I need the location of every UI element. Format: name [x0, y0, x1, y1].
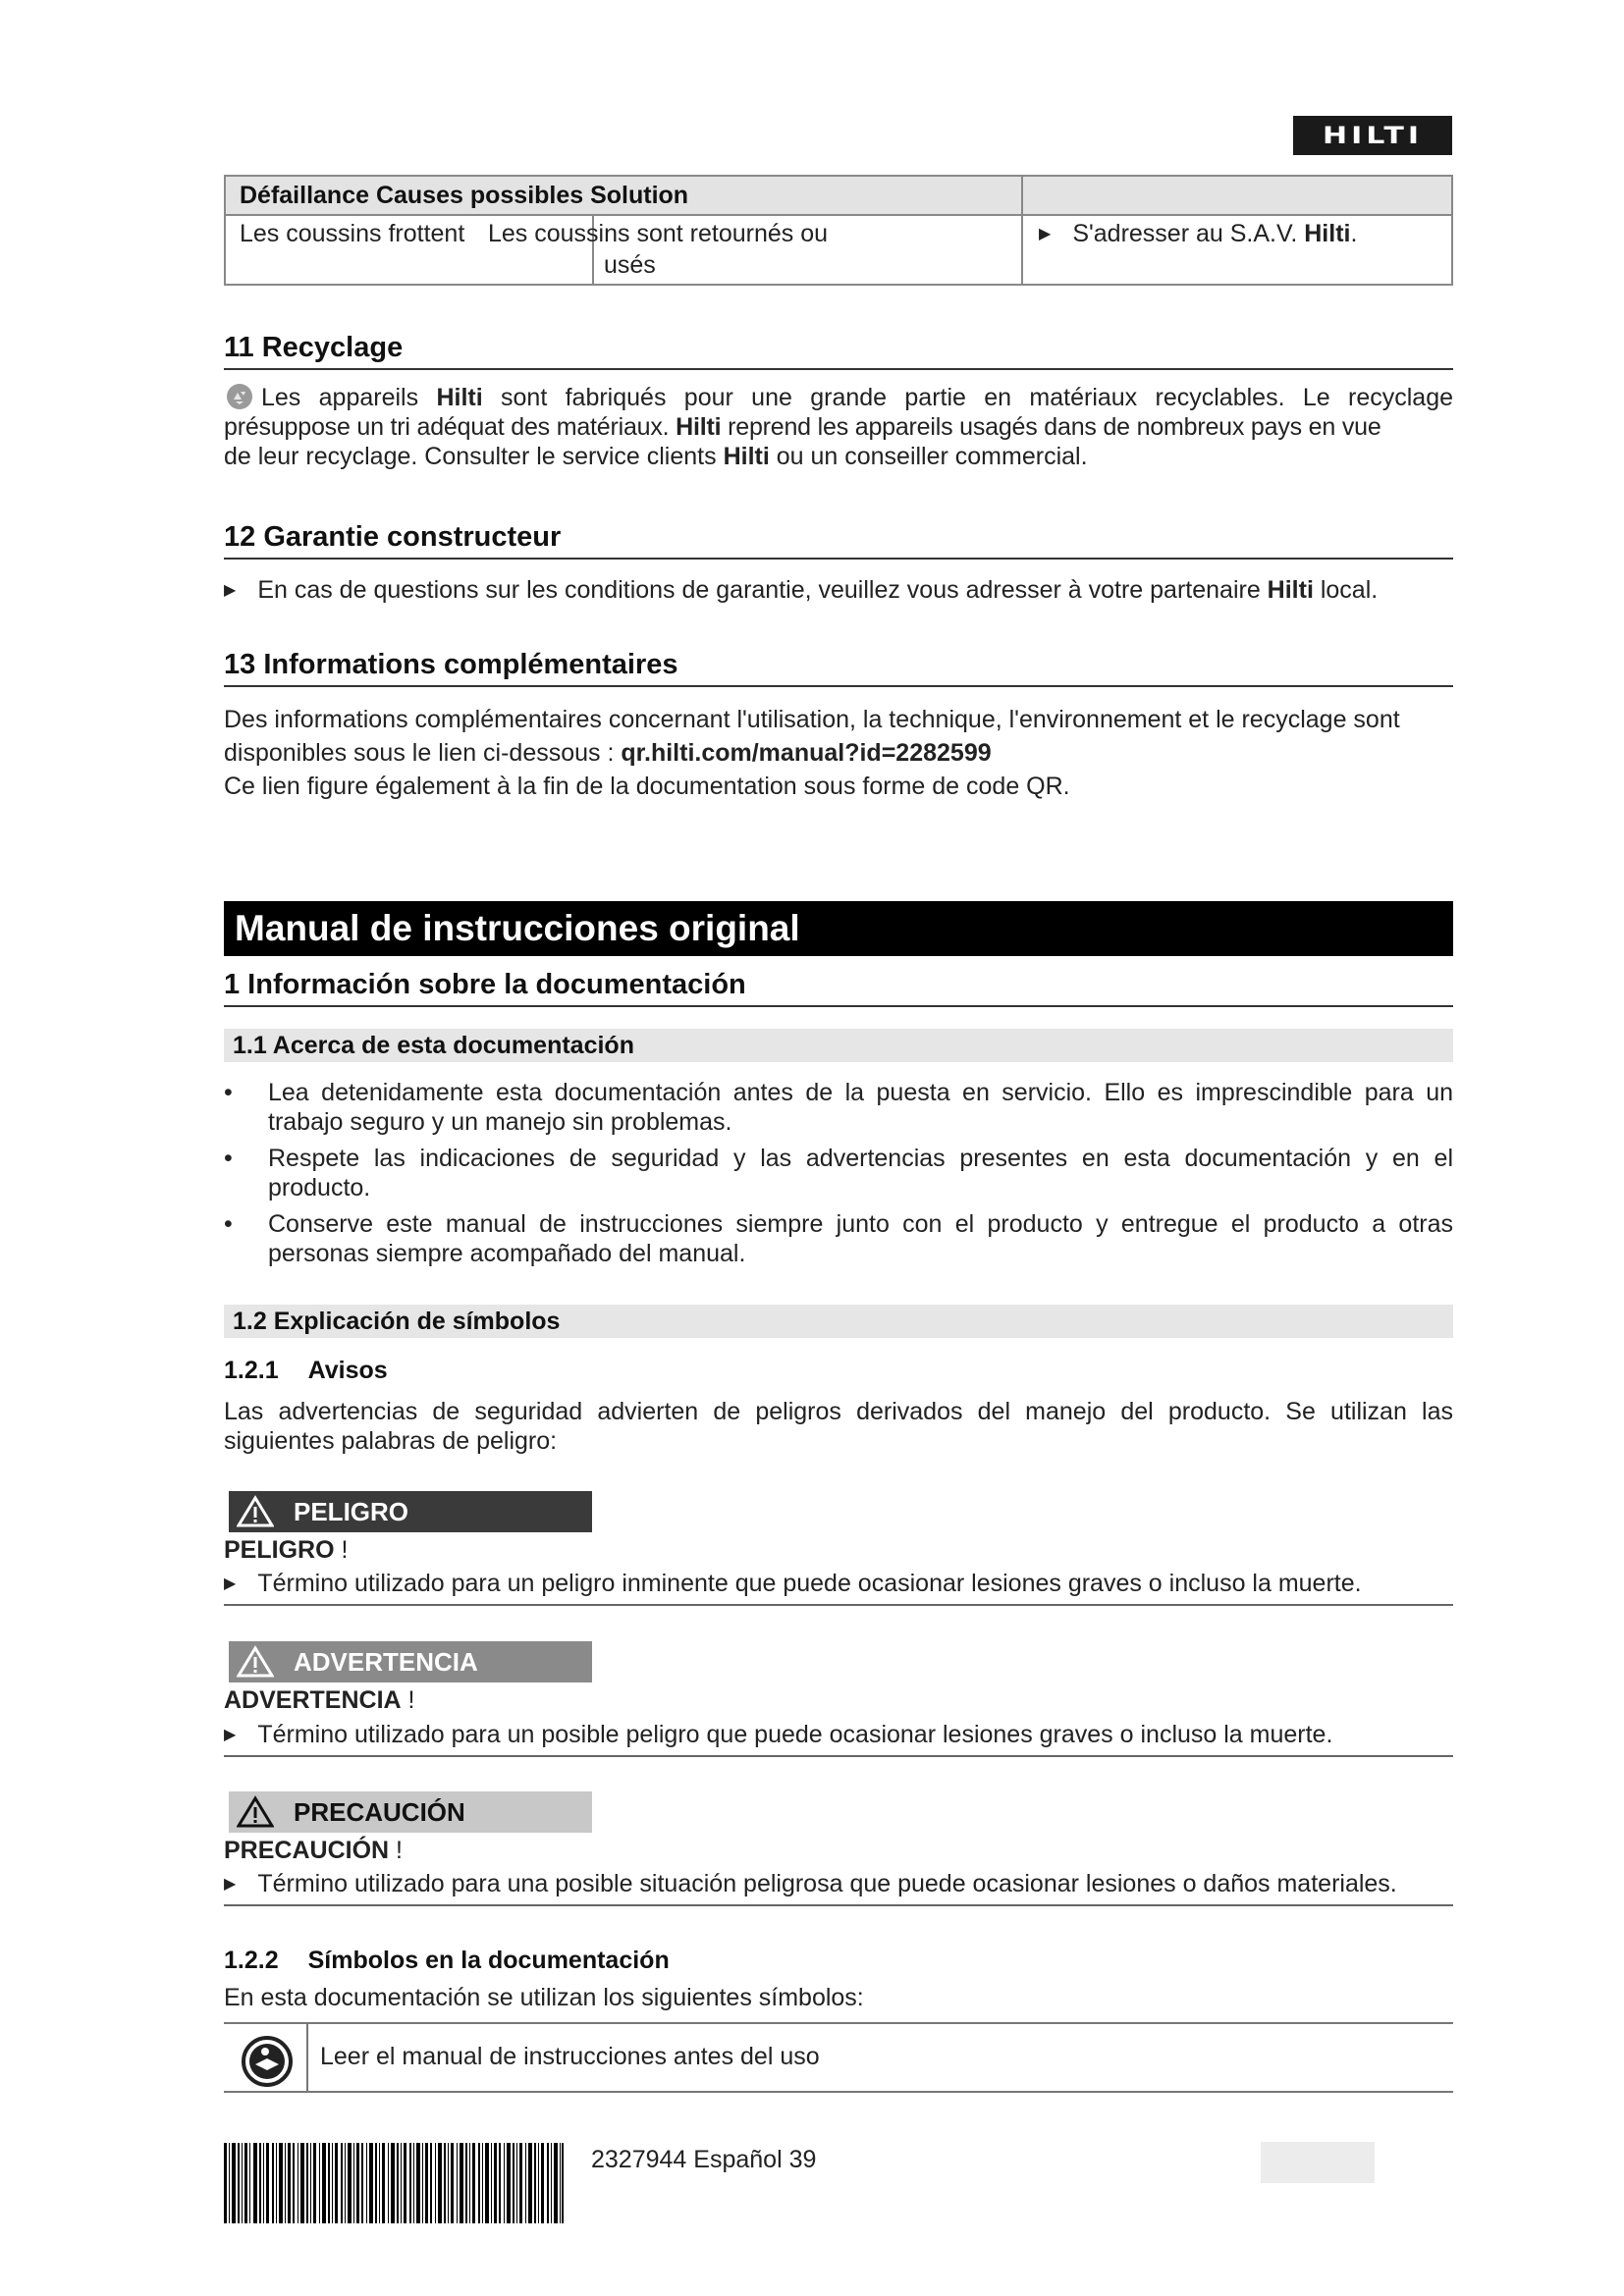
- symbols-intro: En esta documentación se utilizan los siguientes símbolos:: [224, 1984, 864, 2011]
- list-item: • Lea detenidamente esta documentación antes de la puesta en servicio. Ello es imprescindible para un trabajo seguro y un manejo sin problemas.: [224, 1079, 1453, 1136]
- language-banner: [224, 901, 1453, 956]
- list-item: • Conserve este manual de instrucciones siempre junto con el producto y entregue el producto a otras personas siempre acompañado del manual.: [224, 1210, 1453, 1267]
- signal-label-peligro: PELIGRO: [229, 1491, 592, 1532]
- symbol-table-border: [224, 2022, 1453, 2024]
- es-subsection-1-2-bar: [224, 1305, 1453, 1338]
- section-12-title: 12 Garantie constructeur: [224, 521, 1453, 560]
- page-footer: [591, 2146, 816, 2174]
- doc-number: 2327944: [591, 2146, 687, 2173]
- signal-label-precaucion: PRECAUCIÓN: [229, 1791, 592, 1833]
- triangle-right-icon: ▶: [224, 582, 237, 599]
- logo-text: HILTI: [1322, 122, 1424, 149]
- warning-triangle-icon: [237, 1495, 274, 1528]
- barcode: [224, 2143, 564, 2223]
- triangle-right-icon: ▶: [224, 1727, 237, 1743]
- banner-title: Manual de instrucciones original: [235, 908, 800, 948]
- cause-cell-line2: usés: [604, 251, 656, 279]
- page-number: 39: [788, 2146, 817, 2173]
- fault-table: [224, 175, 1453, 286]
- solution-cell: ▶ S'adresser au S.A.V. Hilti.: [1039, 220, 1358, 247]
- triangle-right-icon: ▶: [224, 1876, 237, 1893]
- es-subsection-1-1-title: 1.1 Acerca de esta documentación: [233, 1032, 634, 1059]
- footer-marker: [1261, 2142, 1375, 2183]
- cause-cell-line1: Les coussins sont retournés ou: [488, 220, 829, 247]
- table-header-label: Défaillance Causes possibles Solution: [240, 182, 689, 209]
- section-12-body: ▶ En cas de questions sur les conditions de garantie, veuillez vous adresser à votre partenaire Hilti local.: [224, 576, 1379, 604]
- divider: [224, 1604, 1453, 1606]
- es-subsection-1-2-1-heading: 1.2.1 Avisos: [224, 1357, 388, 1384]
- symbol-table-border: [224, 2091, 1453, 2093]
- list-item: • Respete las indicaciones de seguridad y las advertencias presentes en esta documentación y en el producto.: [224, 1145, 1453, 1201]
- symbol-table-divider: [306, 2024, 308, 2091]
- section-11-title: 11 Recyclage: [224, 332, 1453, 370]
- warning-triangle-icon: [237, 1795, 274, 1829]
- table-divider: [1021, 177, 1023, 284]
- section-11-body: Les appareils Hilti sont fabriqués pour une grande partie en matériaux recyclables. Le recyclage présuppose un tri adéquat des matériaux. Hilti reprend les appareils usagés dans de nombreux pays en vue de leur recyclage. Consulter le service clients Hilti ou un conseiller commercial.: [224, 384, 1453, 470]
- manual-link[interactable]: qr.hilti.com/manual?id=2282599: [621, 739, 992, 767]
- avisos-paragraph: Las advertencias de seguridad advierten de peligros derivados del manejo del producto. Se utilizan las siguientes palabras de peligro:: [224, 1398, 1453, 1455]
- footer-language: Español: [693, 2146, 783, 2173]
- section-13-title: 13 Informations complémentaires: [224, 649, 1453, 687]
- es-subsection-1-2-title: 1.2 Explicación de símbolos: [233, 1308, 561, 1335]
- signal-word-advertencia: ADVERTENCIA !: [224, 1686, 415, 1714]
- recycle-icon: [224, 383, 255, 410]
- signal-desc-peligro: ▶ Término utilizado para un peligro inminente que puede ocasionar lesiones graves o incluso la muerte.: [224, 1570, 1362, 1597]
- es-section-1-title: 1 Información sobre la documentación: [224, 969, 1453, 1007]
- divider: [224, 1904, 1453, 1906]
- divider: [224, 1755, 1453, 1757]
- triangle-right-icon: ▶: [224, 1575, 237, 1592]
- signal-label-advertencia: ADVERTENCIA: [229, 1641, 592, 1682]
- read-manual-icon: [241, 2035, 294, 2088]
- signal-desc-precaucion: ▶ Término utilizado para una posible situación peligrosa que puede ocasionar lesiones o daños materiales.: [224, 1870, 1397, 1897]
- signal-word-peligro: PELIGRO !: [224, 1536, 349, 1564]
- section-13-body: Des informations complémentaires concernant l'utilisation, la technique, l'environnement et le recyclage sont disponibles sous le lien ci-dessous : qr.hilti.com/manual?id=2282599 Ce lien figure également à la fin de la documentation sous forme de code QR.: [224, 706, 1400, 800]
- warning-triangle-icon: [237, 1645, 274, 1679]
- signal-desc-advertencia: ▶ Término utilizado para un posible peligro que puede ocasionar lesiones graves o incluso la muerte.: [224, 1721, 1333, 1748]
- es-subsection-1-1-bar: [224, 1029, 1453, 1062]
- fault-cell: Les coussins frottent: [240, 220, 465, 247]
- hilti-logo: [1293, 116, 1452, 155]
- es-subsection-1-2-2-heading: 1.2.2 Símbolos en la documentación: [224, 1947, 670, 1974]
- symbol-description: Leer el manual de instrucciones antes del uso: [320, 2043, 820, 2070]
- signal-word-precaucion: PRECAUCIÓN !: [224, 1837, 403, 1864]
- triangle-right-icon: ▶: [1039, 226, 1052, 242]
